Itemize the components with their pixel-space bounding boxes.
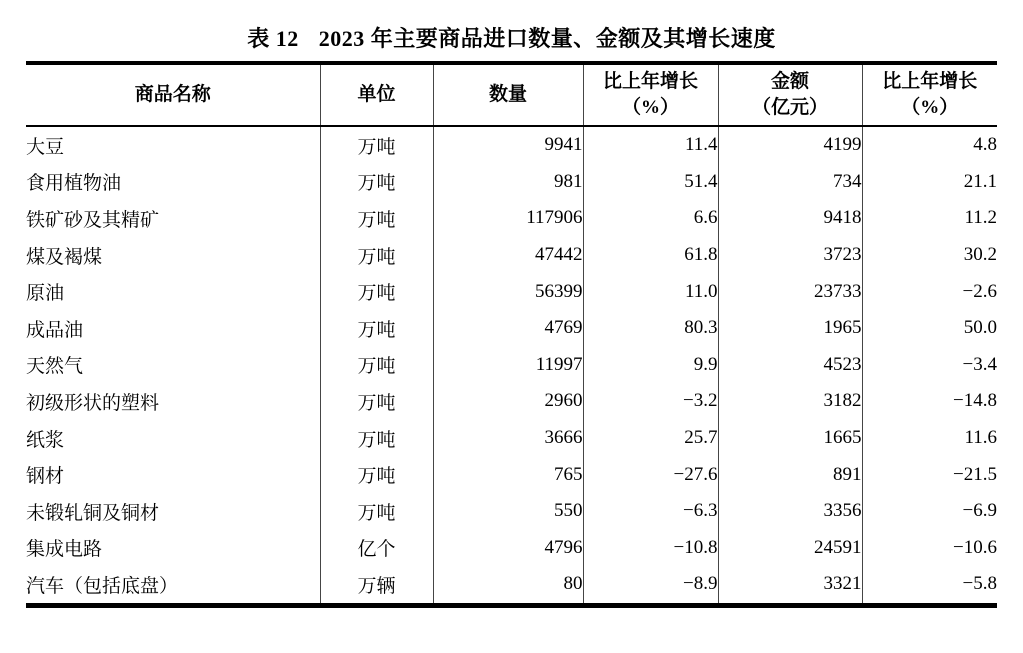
- quantity-growth-cell: −27.6: [583, 456, 718, 493]
- quantity-growth-cell: 11.4: [583, 126, 718, 164]
- amount-cell: 891: [718, 456, 862, 493]
- quantity-growth-cell: 6.6: [583, 200, 718, 237]
- unit-cell: 万吨: [320, 164, 433, 201]
- quantity-cell: 47442: [433, 237, 583, 274]
- table-number-label: 表 12: [247, 26, 299, 51]
- table-row: [26, 493, 997, 530]
- table-row: [26, 237, 997, 274]
- table-row: [26, 530, 997, 567]
- quantity-growth-cell: 11.0: [583, 273, 718, 310]
- import-commodities-table: [26, 61, 997, 608]
- amount-growth-cell: 4.8: [973, 134, 997, 156]
- table-row: [26, 126, 997, 164]
- amount-cell: 3182: [718, 383, 862, 420]
- amount-growth-cell: −5.8: [962, 573, 997, 595]
- amount-growth-cell: 11.6: [964, 427, 997, 449]
- quantity-growth-cell: 61.8: [583, 237, 718, 274]
- amount-cell: 23733: [718, 273, 862, 310]
- quantity-growth-cell: 51.4: [583, 164, 718, 201]
- amount-cell: 3356: [718, 493, 862, 530]
- unit-cell: 万辆: [320, 566, 433, 605]
- commodity-name-cell: 初级形状的塑料: [26, 383, 320, 420]
- amount-cell: 1965: [718, 310, 862, 347]
- quantity-growth-cell: −3.2: [583, 383, 718, 420]
- unit-cell: 万吨: [320, 126, 433, 164]
- header-amount: 金额 （亿元）: [718, 63, 862, 126]
- commodity-name-cell: 成品油: [26, 310, 320, 347]
- unit-cell: 万吨: [320, 237, 433, 274]
- commodity-name-cell: 食用植物油: [26, 164, 320, 201]
- quantity-cell: 981: [433, 164, 583, 201]
- quantity-growth-cell: 25.7: [583, 420, 718, 457]
- table-row: [26, 456, 997, 493]
- table-row: [26, 200, 997, 237]
- commodity-name-cell: 未锻轧铜及铜材: [26, 493, 320, 530]
- table-row: [26, 310, 997, 347]
- quantity-cell: 117906: [433, 200, 583, 237]
- table-title-text: 2023 年主要商品进口数量、金额及其增长速度: [318, 26, 776, 51]
- amount-growth-cell: 30.2: [963, 244, 997, 266]
- unit-cell: 万吨: [320, 273, 433, 310]
- quantity-cell: 4769: [433, 310, 583, 347]
- quantity-cell: 550: [433, 493, 583, 530]
- quantity-growth-cell: −6.3: [583, 493, 718, 530]
- amount-growth-cell: −10.6: [953, 536, 997, 558]
- quantity-cell: 2960: [433, 383, 583, 420]
- commodity-name-cell: 原油: [26, 273, 320, 310]
- header-quantity: 数量: [433, 63, 583, 126]
- amount-growth-cell: 11.2: [964, 207, 997, 229]
- header-commodity-name: 商品名称: [26, 63, 320, 126]
- header-unit: 单位: [320, 63, 433, 126]
- header-amount-growth: 比上年增长 （%）: [862, 63, 997, 126]
- quantity-cell: 3666: [433, 420, 583, 457]
- unit-cell: 万吨: [320, 200, 433, 237]
- quantity-growth-cell: 80.3: [583, 310, 718, 347]
- unit-cell: 万吨: [320, 347, 433, 384]
- commodity-name-cell: 煤及褐煤: [26, 237, 320, 274]
- table-row: [26, 347, 997, 384]
- amount-cell: 734: [718, 164, 862, 201]
- unit-cell: 万吨: [320, 310, 433, 347]
- amount-growth-cell: −2.6: [962, 280, 997, 302]
- quantity-growth-cell: −10.8: [583, 530, 718, 567]
- quantity-cell: 11997: [433, 347, 583, 384]
- amount-cell: 1665: [718, 420, 862, 457]
- commodity-name-cell: 铁矿砂及其精矿: [26, 200, 320, 237]
- quantity-growth-cell: 9.9: [583, 347, 718, 384]
- amount-growth-cell: 50.0: [963, 317, 997, 339]
- table-row: [26, 420, 997, 457]
- amount-cell: 3723: [718, 237, 862, 274]
- amount-cell: 3321: [718, 566, 862, 605]
- commodity-name-cell: 纸浆: [26, 420, 320, 457]
- amount-cell: 4199: [718, 126, 862, 164]
- quantity-cell: 4796: [433, 530, 583, 567]
- amount-growth-cell: −14.8: [953, 390, 997, 412]
- table-row: [26, 164, 997, 201]
- amount-growth-cell: −3.4: [962, 353, 997, 375]
- unit-cell: 万吨: [320, 383, 433, 420]
- table-header-row: [26, 63, 997, 126]
- unit-cell: 万吨: [320, 420, 433, 457]
- quantity-cell: 80: [433, 566, 583, 605]
- commodity-name-cell: 集成电路: [26, 530, 320, 567]
- unit-cell: 万吨: [320, 493, 433, 530]
- amount-growth-cell: −6.9: [962, 500, 997, 522]
- table-row: [26, 383, 997, 420]
- amount-growth-cell: −21.5: [953, 463, 997, 485]
- commodity-name-cell: 钢材: [26, 456, 320, 493]
- table-body: [26, 126, 997, 605]
- unit-cell: 万吨: [320, 456, 433, 493]
- header-quantity-growth: 比上年增长 （%）: [583, 63, 718, 126]
- amount-cell: 4523: [718, 347, 862, 384]
- amount-cell: 9418: [718, 200, 862, 237]
- quantity-cell: 56399: [433, 273, 583, 310]
- unit-cell: 亿个: [320, 530, 433, 567]
- table-row: [26, 566, 997, 605]
- commodity-name-cell: 天然气: [26, 347, 320, 384]
- amount-growth-cell: 21.1: [963, 170, 997, 192]
- quantity-cell: 765: [433, 456, 583, 493]
- table-row: [26, 273, 997, 310]
- commodity-name-cell: 汽车（包括底盘）: [26, 566, 320, 605]
- page-title: [0, 24, 1023, 54]
- amount-cell: 24591: [718, 530, 862, 567]
- quantity-cell: 9941: [433, 126, 583, 164]
- commodity-name-cell: 大豆: [26, 126, 320, 164]
- quantity-growth-cell: −8.9: [583, 566, 718, 605]
